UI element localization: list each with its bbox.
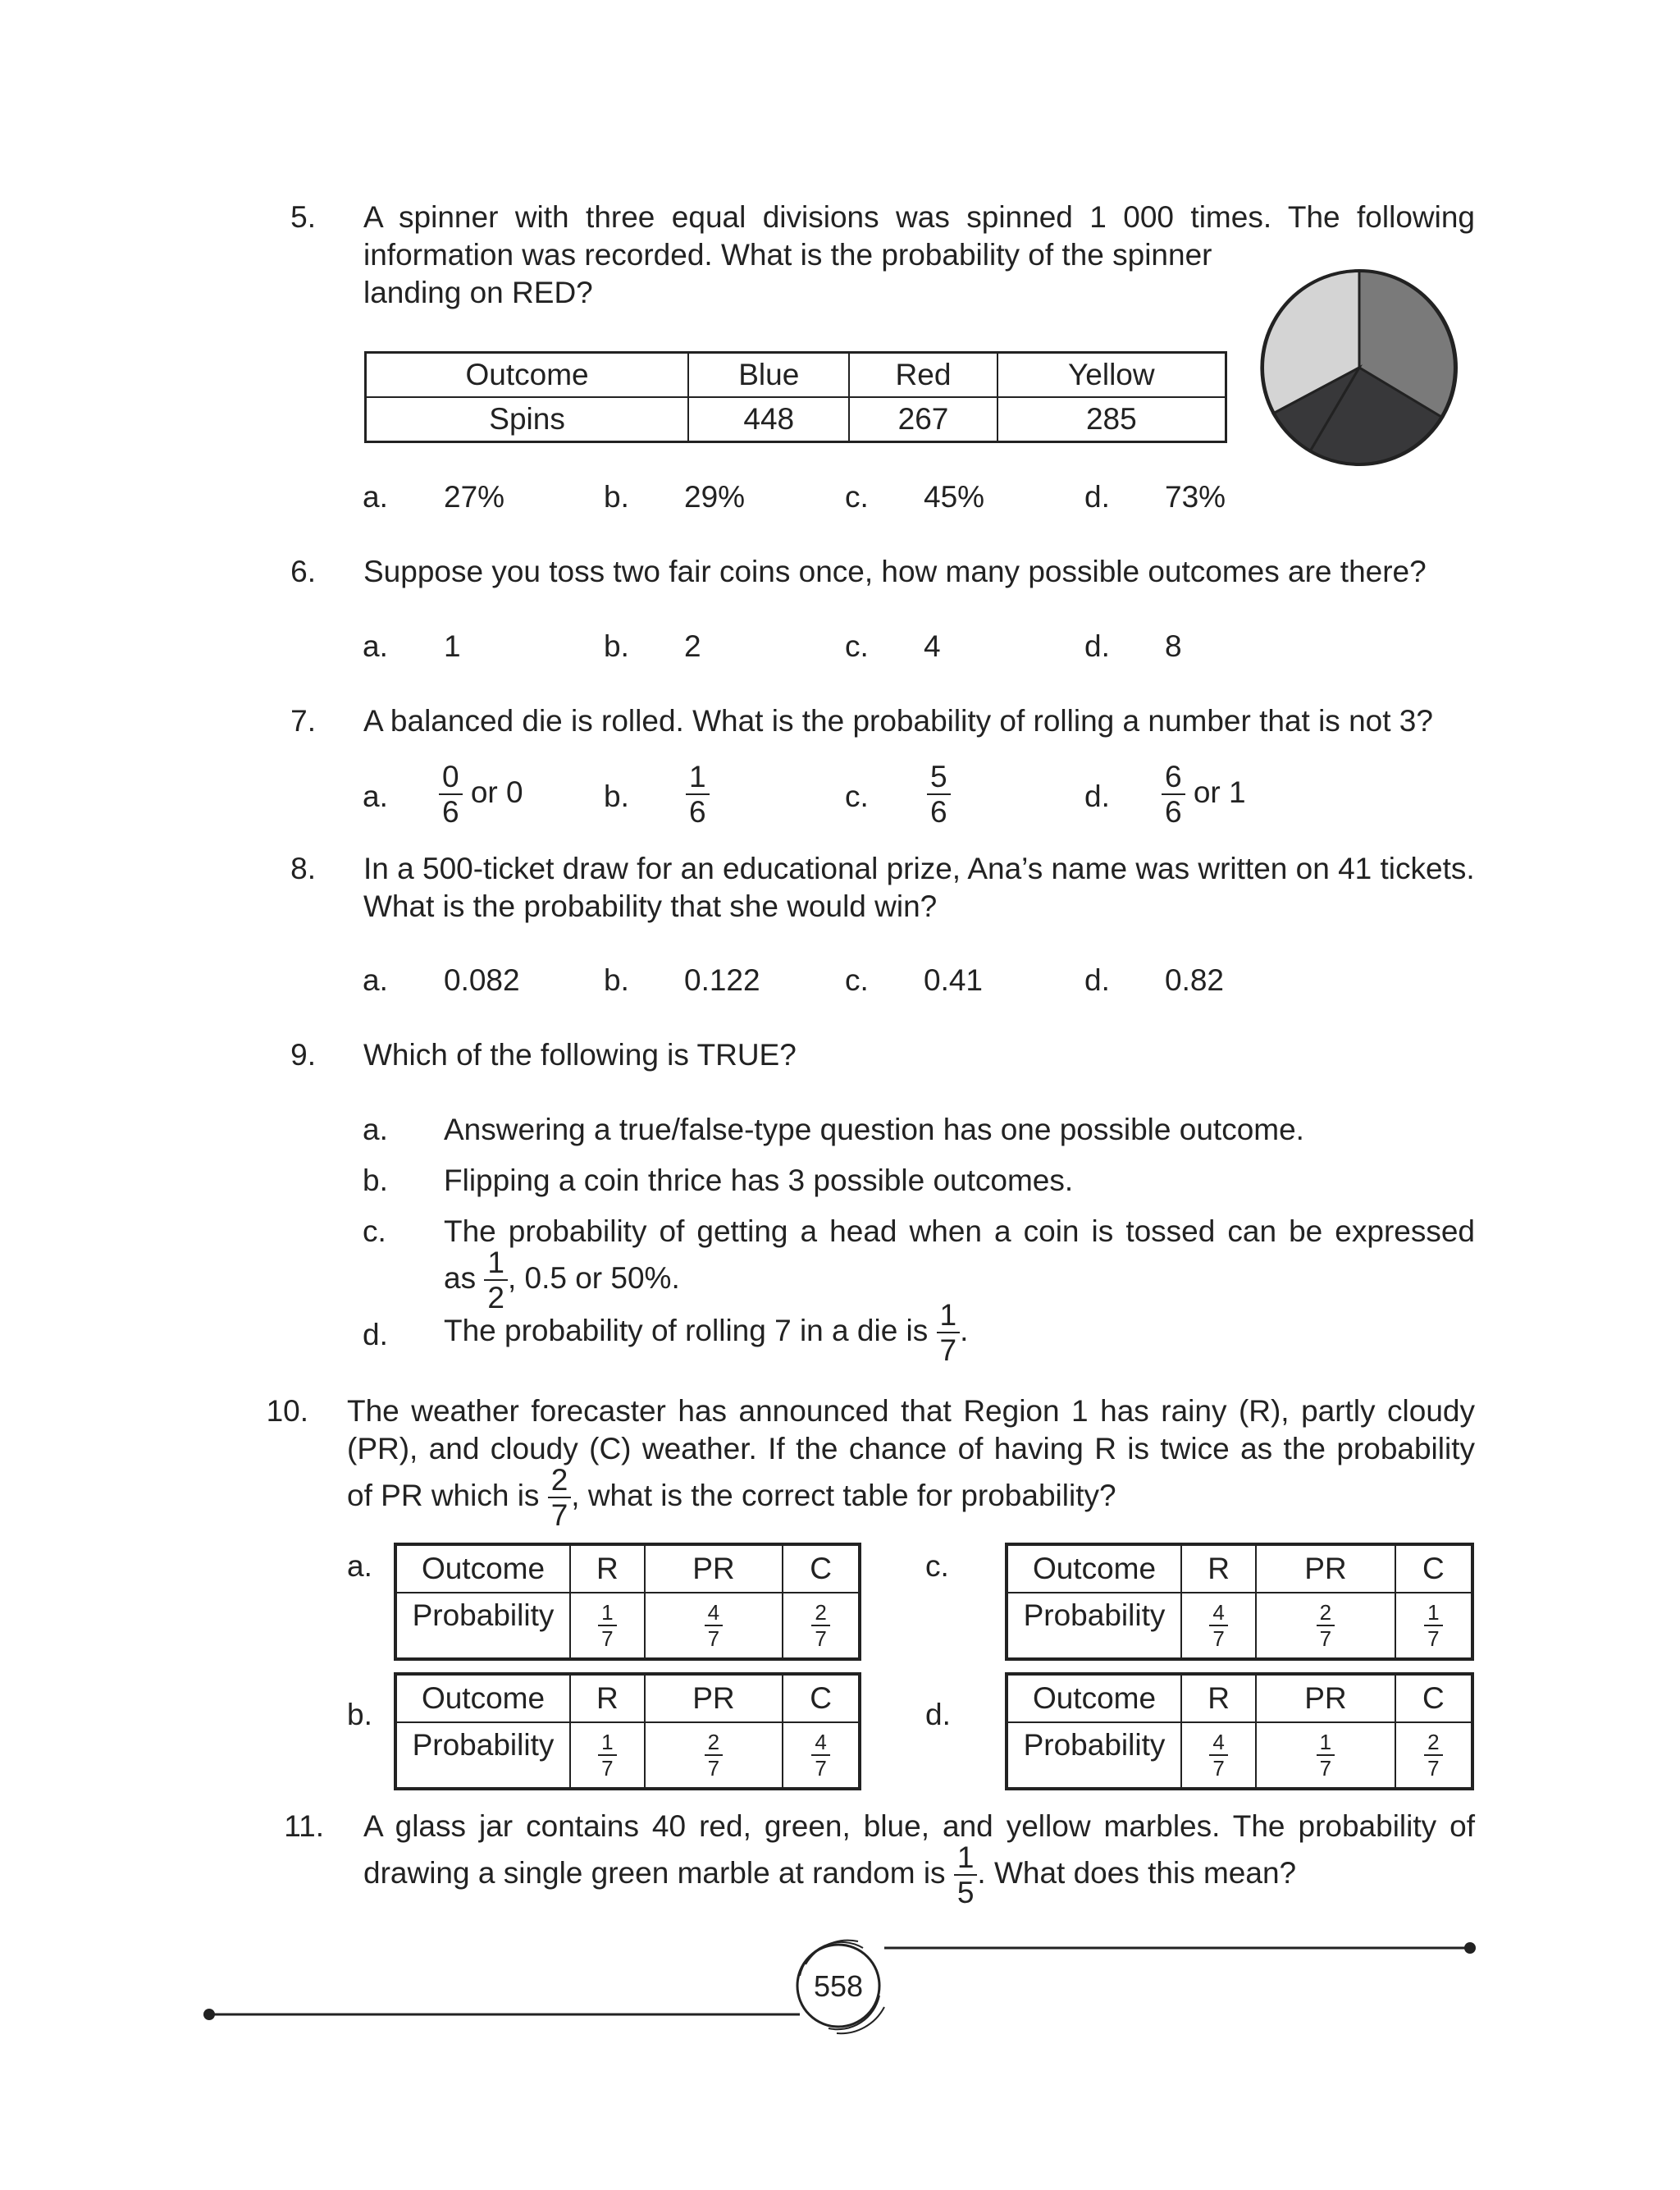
table-cell: Spins xyxy=(366,397,689,442)
choice-value: 0.82 xyxy=(1165,963,1225,997)
choice-letter: b. xyxy=(604,629,629,663)
table-row xyxy=(1007,1722,1472,1789)
fraction: $\frac{1}{7}$ xyxy=(937,1300,961,1365)
choice-letter: c. xyxy=(845,629,869,663)
page-number: 558 xyxy=(813,1969,864,2003)
choice-value: 0.122 xyxy=(684,963,760,997)
fraction: $\frac{4}{7}$ xyxy=(705,1602,723,1649)
option-letter: a. xyxy=(347,1549,372,1583)
fraction: $\frac{1}{7}$ xyxy=(598,1602,616,1649)
table-header-cell: C xyxy=(783,1674,860,1722)
choice-text: Flipping a coin thrice has 3 possible outcomes. xyxy=(444,1164,1074,1197)
choice-value: $\frac{6}{6}$ or 1 xyxy=(1162,761,1246,827)
table-cell: Probability xyxy=(1007,1722,1181,1789)
choice-letter: a. xyxy=(363,1113,388,1146)
question-text: (PR), and cloudy (C) weather. If the chance of having R is twice as the probability xyxy=(347,1432,1475,1465)
table-cell xyxy=(1395,1593,1472,1659)
table-cell xyxy=(1181,1722,1256,1789)
choice-text: Answering a true/false-type question has one possible outcome. xyxy=(444,1113,1304,1146)
table-row xyxy=(366,353,1226,398)
question-number: 6. xyxy=(290,555,316,588)
table-header-cell: R xyxy=(1181,1674,1256,1722)
choice-value: 29% xyxy=(684,480,746,514)
spins-table xyxy=(364,351,1227,443)
choice-value: 8 xyxy=(1165,629,1182,663)
choice-value: 73% xyxy=(1165,480,1226,514)
table-header-cell: PR xyxy=(645,1674,783,1722)
choice-letter: d. xyxy=(1084,963,1110,997)
table-header-cell: C xyxy=(1395,1544,1472,1593)
table-cell xyxy=(645,1722,783,1789)
fraction: $\frac{5}{6}$ xyxy=(927,761,951,827)
question-text: drawing a single green marble at random is $\frac{1}{5}$ . What does this mean? xyxy=(363,1840,1297,1909)
table-cell xyxy=(570,1593,645,1659)
fraction: $\frac{1}{6}$ xyxy=(686,761,710,827)
table-header-cell: C xyxy=(783,1544,860,1593)
choice-letter: b. xyxy=(363,1164,388,1197)
table-header-cell: PR xyxy=(1256,1544,1395,1593)
choice-letter: a. xyxy=(363,780,388,813)
choice-letter: d. xyxy=(1084,629,1110,663)
spinner-pie-chart xyxy=(1259,267,1459,468)
choice-letter: c. xyxy=(845,480,869,514)
choice-letter: c. xyxy=(363,1214,386,1248)
fraction: $\frac{1}{2}$ xyxy=(484,1247,508,1313)
choice-text: The probability of getting a head when a coin is tossed can be expressed xyxy=(444,1214,1475,1248)
table-cell xyxy=(570,1722,645,1789)
fraction: $\frac{2}{7}$ xyxy=(811,1602,829,1649)
table-cell: 267 xyxy=(849,397,997,442)
choice-text: The probability of rolling 7 in a die is $\frac{1}{7}$ . xyxy=(444,1298,969,1367)
choice-letter: c. xyxy=(845,780,869,813)
question-text: Which of the following is TRUE? xyxy=(363,1038,797,1072)
question-text: Suppose you toss two fair coins once, how many possible outcomes are there? xyxy=(363,555,1427,588)
table-header-cell: PR xyxy=(645,1544,783,1593)
fraction: $\frac{2}{7}$ xyxy=(1317,1602,1335,1649)
choice-value: 2 xyxy=(684,629,701,663)
choice-letter: a. xyxy=(363,963,388,997)
fraction: $\frac{4}{7}$ xyxy=(811,1731,829,1779)
choice-value: $\frac{0}{6}$ or 0 xyxy=(439,761,523,827)
question-text: What is the probability that she would win? xyxy=(363,889,938,923)
fraction: $\frac{1}{7}$ xyxy=(1317,1731,1335,1779)
table-cell: Probability xyxy=(395,1593,570,1659)
question-number: 10. xyxy=(266,1394,308,1428)
fraction: $\frac{6}{6}$ xyxy=(1162,761,1185,827)
choice-value: 45% xyxy=(924,480,985,514)
question-text: landing on RED? xyxy=(363,276,593,309)
question-number: 11. xyxy=(284,1809,324,1843)
probability-table-a xyxy=(394,1543,861,1661)
choice-letter: b. xyxy=(604,780,629,813)
choice-letter: a. xyxy=(363,480,388,514)
question-number: 8. xyxy=(290,852,316,885)
choice-value: 1 xyxy=(444,629,461,663)
fraction: $\frac{1}{5}$ xyxy=(954,1842,978,1908)
table-row xyxy=(395,1722,860,1789)
fraction: $\frac{4}{7}$ xyxy=(1209,1731,1227,1779)
table-cell xyxy=(1256,1722,1395,1789)
question-number: 5. xyxy=(290,200,316,234)
table-cell: Probability xyxy=(395,1722,570,1789)
table-header-cell: Outcome xyxy=(1007,1674,1181,1722)
table-row xyxy=(1007,1544,1472,1593)
table-cell: Red xyxy=(849,353,997,398)
table-header-cell: Outcome xyxy=(1007,1544,1181,1593)
fraction: $\frac{0}{6}$ xyxy=(439,761,463,827)
table-row xyxy=(366,397,1226,442)
choice-letter: a. xyxy=(363,629,388,663)
choice-value xyxy=(686,761,710,827)
table-cell: Outcome xyxy=(366,353,689,398)
probability-table-d xyxy=(1005,1672,1474,1790)
table-cell xyxy=(1395,1722,1472,1789)
fraction: $\frac{2}{7}$ xyxy=(548,1465,572,1530)
question-text: A spinner with three equal divisions was spinned 1 000 times. The following xyxy=(363,200,1475,234)
choice-value: 27% xyxy=(444,480,505,514)
choice-value: 0.082 xyxy=(444,963,520,997)
table-row xyxy=(1007,1593,1472,1659)
table-cell: 448 xyxy=(688,397,849,442)
table-cell xyxy=(645,1593,783,1659)
table-cell xyxy=(783,1722,860,1789)
fraction: $\frac{1}{7}$ xyxy=(1424,1602,1442,1649)
question-number: 9. xyxy=(290,1038,316,1072)
fraction: $\frac{2}{7}$ xyxy=(705,1731,723,1779)
option-letter: c. xyxy=(925,1549,949,1583)
choice-value: 4 xyxy=(924,629,941,663)
choice-letter: d. xyxy=(1084,780,1110,813)
fraction: $\frac{2}{7}$ xyxy=(1424,1731,1442,1779)
question-text: of PR which is $\frac{2}{7}$ , what is the correct table for probability? xyxy=(347,1463,1116,1532)
table-header-cell: PR xyxy=(1256,1674,1395,1722)
table-cell: Probability xyxy=(1007,1593,1181,1659)
choice-value xyxy=(927,761,951,827)
choice-letter: d. xyxy=(1084,480,1110,514)
probability-table-b xyxy=(394,1672,861,1790)
choice-letter: c. xyxy=(845,963,869,997)
choice-value: 0.41 xyxy=(924,963,984,997)
question-text: A balanced die is rolled. What is the probability of rolling a number that is not 3? xyxy=(363,704,1433,738)
choice-letter: b. xyxy=(604,480,629,514)
table-row xyxy=(395,1544,860,1593)
table-header-cell: R xyxy=(1181,1544,1256,1593)
table-cell xyxy=(783,1593,860,1659)
table-cell: Yellow xyxy=(998,353,1226,398)
choice-letter: b. xyxy=(604,963,629,997)
probability-table-c xyxy=(1005,1543,1474,1661)
fraction: $\frac{4}{7}$ xyxy=(1209,1602,1227,1649)
table-cell xyxy=(1181,1593,1256,1659)
question-text: In a 500-ticket draw for an educational prize, Ana’s name was written on 41 tickets. xyxy=(363,852,1475,885)
table-header-cell: Outcome xyxy=(395,1544,570,1593)
choice-text: as $\frac{1}{2}$ , 0.5 or 50%. xyxy=(444,1246,680,1314)
table-header-cell: Outcome xyxy=(395,1674,570,1722)
table-header-cell: C xyxy=(1395,1674,1472,1722)
question-text: The weather forecaster has announced that Region 1 has rainy (R), partly cloudy xyxy=(347,1394,1475,1428)
table-cell: 285 xyxy=(998,397,1226,442)
table-cell xyxy=(1256,1593,1395,1659)
table-row xyxy=(1007,1674,1472,1722)
option-letter: b. xyxy=(347,1698,372,1731)
question-number: 7. xyxy=(290,704,316,738)
table-header-cell: R xyxy=(570,1544,645,1593)
fraction: $\frac{1}{7}$ xyxy=(598,1731,616,1779)
question-text: information was recorded. What is the probability of the spinner xyxy=(363,238,1212,272)
table-cell: Blue xyxy=(688,353,849,398)
option-letter: d. xyxy=(925,1698,951,1731)
table-row xyxy=(395,1674,860,1722)
choice-letter: d. xyxy=(363,1318,388,1351)
table-row xyxy=(395,1593,860,1659)
question-text: A glass jar contains 40 red, green, blue, and yellow marbles. The probability of xyxy=(363,1809,1475,1843)
table-header-cell: R xyxy=(570,1674,645,1722)
